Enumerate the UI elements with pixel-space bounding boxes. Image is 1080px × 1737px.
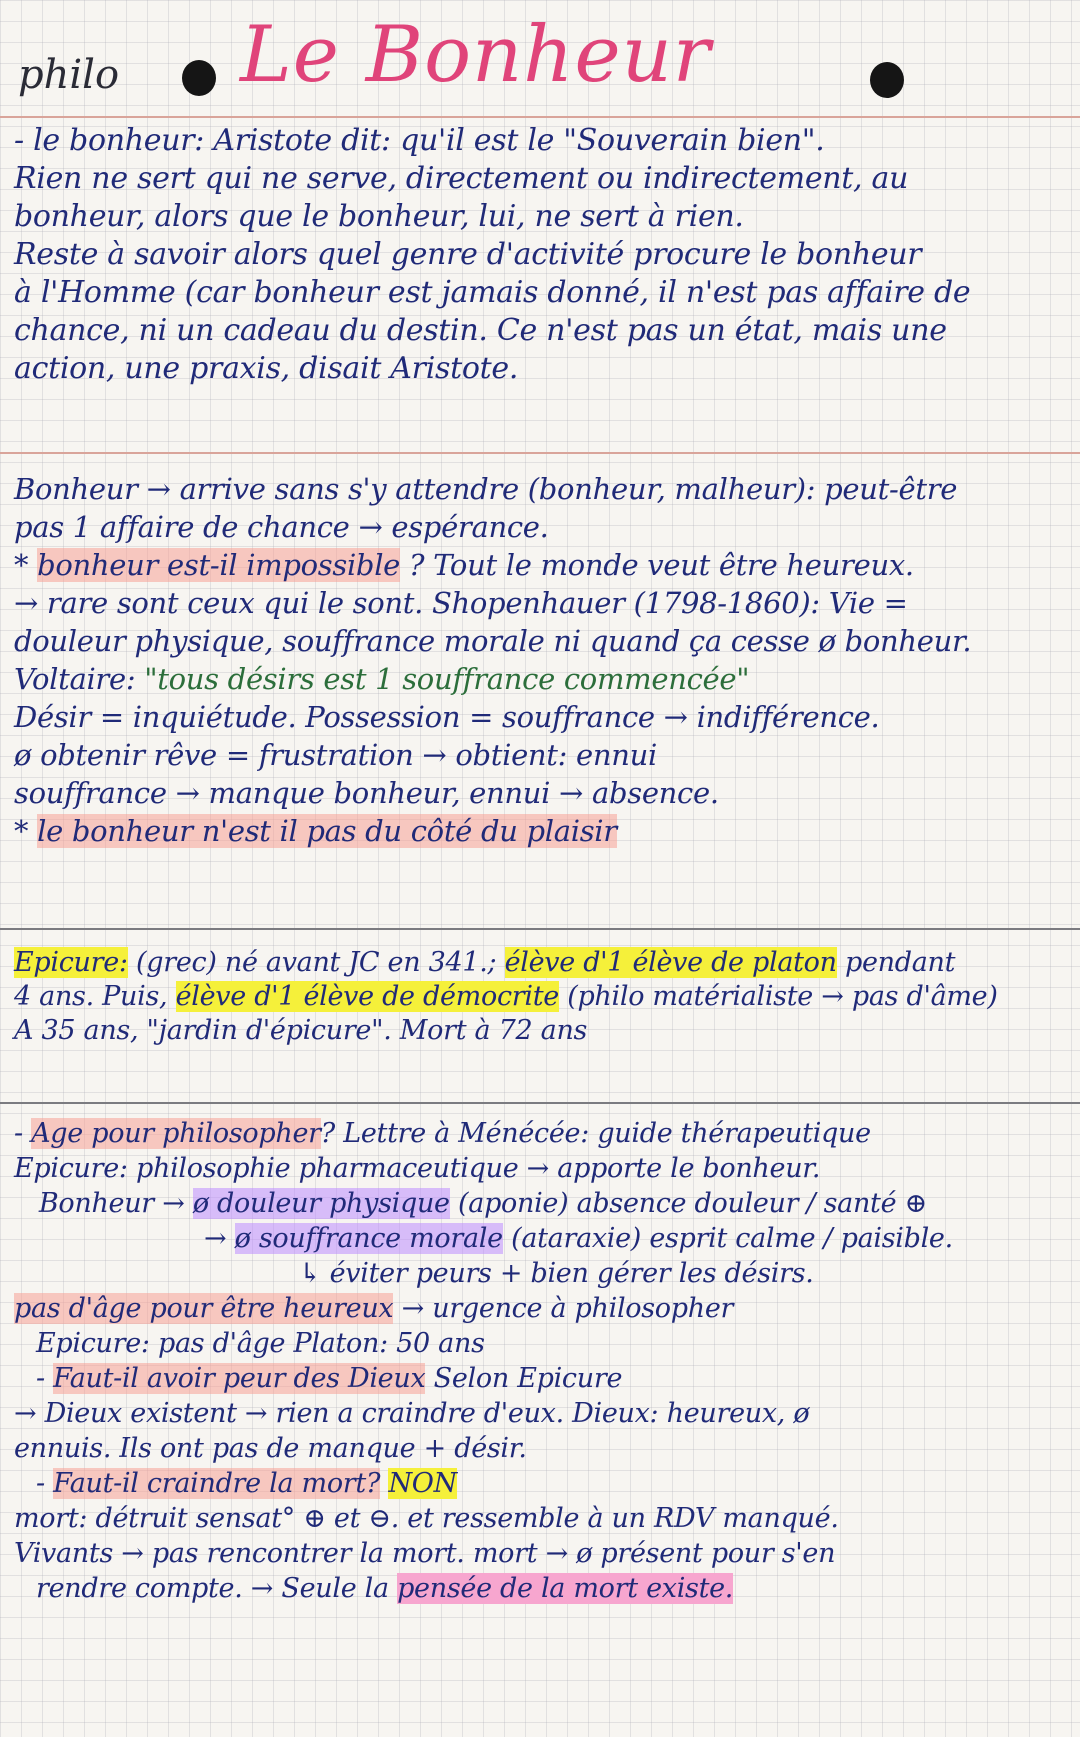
text-line: action, une praxis, disait Aristote. (14, 351, 519, 386)
text-line (14, 1466, 1066, 1501)
section-divider (0, 928, 1080, 930)
text-line: mort: détruit sensat° ⊕ et ⊖. et ressemble à un RDV manqué. (14, 1503, 839, 1534)
text-line (14, 812, 1066, 850)
text-fragment: (ataraxie) esprit calme / paisible. (502, 1223, 953, 1254)
highlighted-text: pensée de la mort existe. (397, 1573, 734, 1604)
text-fragment: (philo matérialiste → pas d'âme) (558, 981, 998, 1012)
text-line: Bonheur → arrive sans s'y attendre (bonheur, malheur): peut-être (14, 472, 958, 506)
text-line (14, 1571, 1066, 1606)
text-line (14, 980, 1066, 1014)
highlighted-text: pas d'âge pour être heureux (14, 1293, 394, 1324)
text-fragment: Bonheur → (38, 1188, 193, 1219)
bullet: - (36, 1468, 54, 1499)
text-line (14, 946, 1066, 980)
bullet: - (14, 1118, 32, 1149)
text-line: A 35 ans, "jardin d'épicure". Mort à 72 ans (14, 1015, 588, 1046)
section-divider (0, 1102, 1080, 1104)
bullet: - (36, 1363, 54, 1394)
text-line (14, 1361, 1066, 1396)
binder-hole-icon (182, 60, 216, 96)
text-fragment: (aponie) absence douleur / santé ⊕ (449, 1188, 927, 1219)
text-line: Epicure: philosophie pharmaceutique → apporte le bonheur. (14, 1153, 821, 1184)
bullet: * (14, 548, 38, 582)
highlighted-question: Age pour philosopher (31, 1118, 321, 1149)
text-line: → Dieux existent → rien a craindre d'eux. Dieux: heureux, ø (14, 1398, 810, 1429)
highlighted-question: Faut-il craindre la mort? (53, 1468, 381, 1499)
text-line (14, 1186, 1066, 1221)
text-line: ↳ éviter peurs + bien gérer les désirs. (299, 1258, 814, 1289)
binder-hole-icon (870, 62, 904, 98)
text-fragment: ? Lettre à Ménécée: guide thérapeutique (320, 1118, 871, 1149)
section-divider (0, 452, 1080, 454)
page-title: Le Bonheur (240, 10, 712, 100)
text-line: ø obtenir rêve = frustration → obtient: ennui (14, 738, 658, 772)
arrow: → (204, 1223, 235, 1254)
highlighted-text: élève d'1 élève de démocrite (175, 981, 559, 1012)
section-bonheur-desir (14, 470, 1066, 850)
subject-label: philo (18, 52, 120, 98)
text-line (14, 1221, 1066, 1256)
voltaire-quote: "tous désirs est 1 souffrance commencée" (144, 662, 750, 696)
text-fragment: rendre compte. → Seule la (36, 1573, 398, 1604)
section-epicure-bio (14, 946, 1066, 1048)
text-fragment: pendant (836, 947, 956, 978)
highlighted-question: Faut-il avoir peur des Dieux (53, 1363, 426, 1394)
text-line (14, 1291, 1066, 1326)
text-line: à l'Homme (car bonheur est jamais donné, il n'est pas affaire de (14, 275, 971, 310)
answer-label: NON (388, 1468, 457, 1499)
text-fragment: Selon Epicure (425, 1363, 623, 1394)
text-line: douleur physique, souffrance morale ni quand ça cesse ø bonheur. (14, 624, 972, 658)
text-line (14, 660, 1066, 698)
text-line (14, 1116, 1066, 1151)
text-fragment: ? Tout le monde veut être heureux. (400, 548, 914, 582)
text-fragment: → urgence à philosopher (393, 1293, 734, 1324)
text-fragment: (grec) né avant JC en 341.; (127, 947, 505, 978)
highlighted-text: ø douleur physique (192, 1188, 450, 1219)
text-line: Vivants → pas rencontrer la mort. mort → ø présent pour s'en (14, 1538, 836, 1569)
text-line: chance, ni un cadeau du destin. Ce n'est pas un état, mais une (14, 313, 947, 348)
text-fragment: 4 ans. Puis, (14, 981, 176, 1012)
text-line: Rien ne sert qui ne serve, directement ou indirectement, au (14, 161, 909, 196)
highlighted-question: bonheur est-il impossible (37, 548, 401, 582)
highlighted-text: élève d'1 élève de platon (504, 947, 837, 978)
author-name: Voltaire: (14, 662, 145, 696)
text-line: ennuis. Ils ont pas de manque + désir. (14, 1433, 527, 1464)
header-divider (0, 116, 1080, 118)
text-line: - le bonheur: Aristote dit: qu'il est le "Souverain bien". (14, 123, 825, 158)
text-line: bonheur, alors que le bonheur, lui, ne sert à rien. (14, 199, 744, 234)
section-lettre-menecee (14, 1116, 1066, 1606)
highlighted-name: Epicure: (14, 947, 128, 978)
highlighted-text: ø souffrance morale (234, 1223, 503, 1254)
highlighted-question: le bonheur n'est il pas du côté du plaisir (37, 814, 617, 848)
text-line: → rare sont ceux qui le sont. Shopenhauer (1798-1860): Vie = (14, 586, 908, 620)
text-line (14, 546, 1066, 584)
text-line: pas 1 affaire de chance → espérance. (14, 510, 549, 544)
section-aristote (14, 122, 1066, 388)
bullet: * (14, 814, 38, 848)
text-line: souffrance → manque bonheur, ennui → absence. (14, 776, 719, 810)
text-line: Reste à savoir alors quel genre d'activité procure le bonheur (14, 237, 922, 272)
text-line: Epicure: pas d'âge Platon: 50 ans (36, 1328, 485, 1359)
text-line: Désir = inquiétude. Possession = souffrance → indifférence. (14, 700, 880, 734)
